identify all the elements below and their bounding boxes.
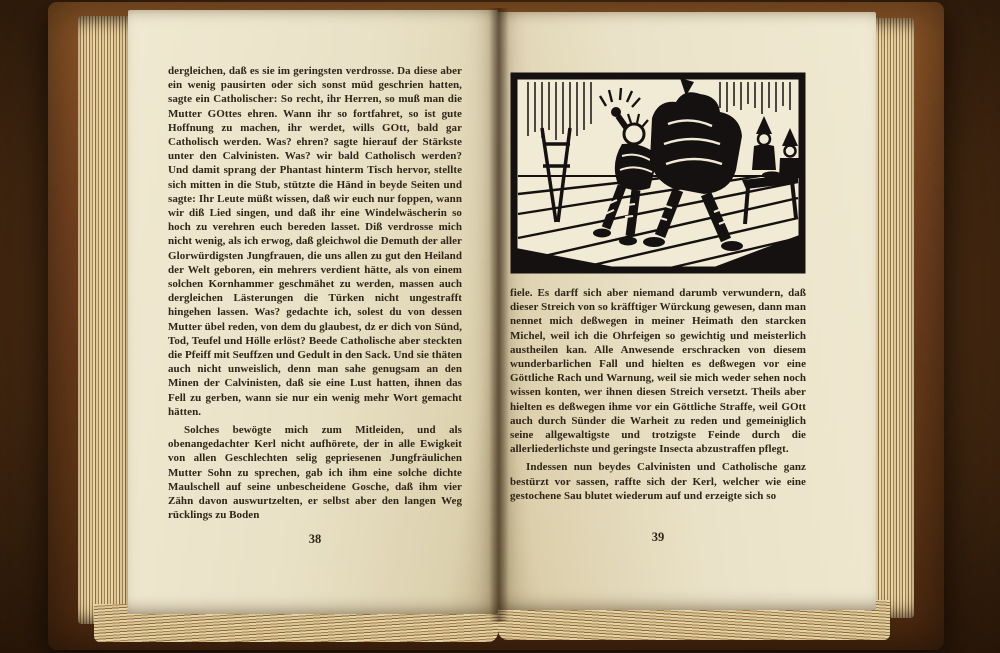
- woodcut-brawl-svg: [510, 72, 806, 274]
- page-number-right: 39: [651, 530, 665, 544]
- paragraph: Indessen nun beydes Calvinisten und Catholische ganz bestürzt vor sassen, raffte sich der Kerl, welcher wie eine gestochene Sau blutet wiederum auf und erzeigte sich so: [510, 461, 806, 502]
- book-page-left: [128, 10, 498, 614]
- page-number-left: 38: [308, 532, 322, 546]
- woodcut-illustration: [510, 72, 806, 274]
- book-page-right: [498, 12, 876, 610]
- paragraph: dergleichen, daß es sie im geringsten verdrosse. Da diese aber ein wenig pausirten oder sich sonst müd geschrien hatten, sagte ein Catholischer: So recht, ihr Herren, so muß man die Mutter GOttes ehren. Wann ihr so fortfahret, so ist gute Hoffnung zu machen, ihr werdet, wills GOtt, bald gar Catholisch werden. Was? ehren? sagte hierauf der Stärkste unter den Calvinisten. Was? wir bald Catholisch werden? Und damit sprang der Phantast hinterm Tisch hervor, stellte sich mitten in die Stub, stützte die Händ in beyde Seiten und sagte: Ihr Leute müßt wissen, daß wir euch nur foppen, wann wir diß Lied singen, und daß ihr eine Windelwäscherin so hoch zu verehren euch bereden lasset. Diß verdrosse mich nicht wenig, als ich erwog, daß gleichwol die Demuth der aller Glorwürdigsten Jungfrauen, die uns allen zu gut den Heiland der Welt geboren, ein mehrers verdient hätte, als von einem solchen Kornhammer geschmähet zu werden, massen auch dergleichen Lästerungen die Türken nicht ungestrafft hingehen lassen. Was? gedachte ich, solest du von dessen Mutter übel reden, von dem du glaubest, dz er dich von Sünd, Tod, Teufel und Hölle erlöst? Beede Catholische aber steckten die Pfeiff mit Seuffzen und Gedult in den Sack. Und sie thäten auch nicht unweislich, denn man sahe genugsam an den Minen der Calvinisten, daß sie eine Lust hatten, ihnen das Fell zu gerben, wann sie nur ein wenig mehr Wort gemacht hätten.: [168, 65, 463, 418]
- right-page-text-block: [510, 286, 806, 507]
- left-page-text-block: [168, 64, 462, 527]
- page-edges-left: [78, 16, 128, 624]
- paragraph: fiele. Es darff sich aber niemand darumb verwundern, daß dieser Streich von so kräfftiger Würckung gewesen, dann man nennet mich deßwegen in meiner Heimath den starcken Michel, weil ich die Ohrfeigen so gewichtig und meisterlich austheilen kan. Alle Anwesende erschracken von diesem wunderbarlichen Fall und hielten es deßwegen vor eine Göttliche Rach und Warnung, weil sie mich weder sehen noch wissen konten, wer ihnen diesen Streich versetzt. Theils aber hielten es deßwegen ihme vor ein Göttliche Straffe, weil GOtt auch durch Sünder die Warheit zu reden und gemeiniglich seine allgewaltigste und trotzigste Feinde durch die allerliederlichste und geringste Insecta abzustraffen pflegt.: [510, 287, 806, 456]
- paragraph: Solches bewögte mich zum Mitleiden, und als obenangedachter Kerl nicht aufhörete, der in alle Ewigkeit von allen Geschlechten selig gepriesenen Jungfräulichen Mutter Sohn zu sprechen, gab ich ihm eine solche dichte Maulschell auf seine unbescheidene Gosche, daß ihm vier Zähn davon auswurtzelten, er selbst aber den langen Weg rücklings zu Boden: [168, 424, 462, 522]
